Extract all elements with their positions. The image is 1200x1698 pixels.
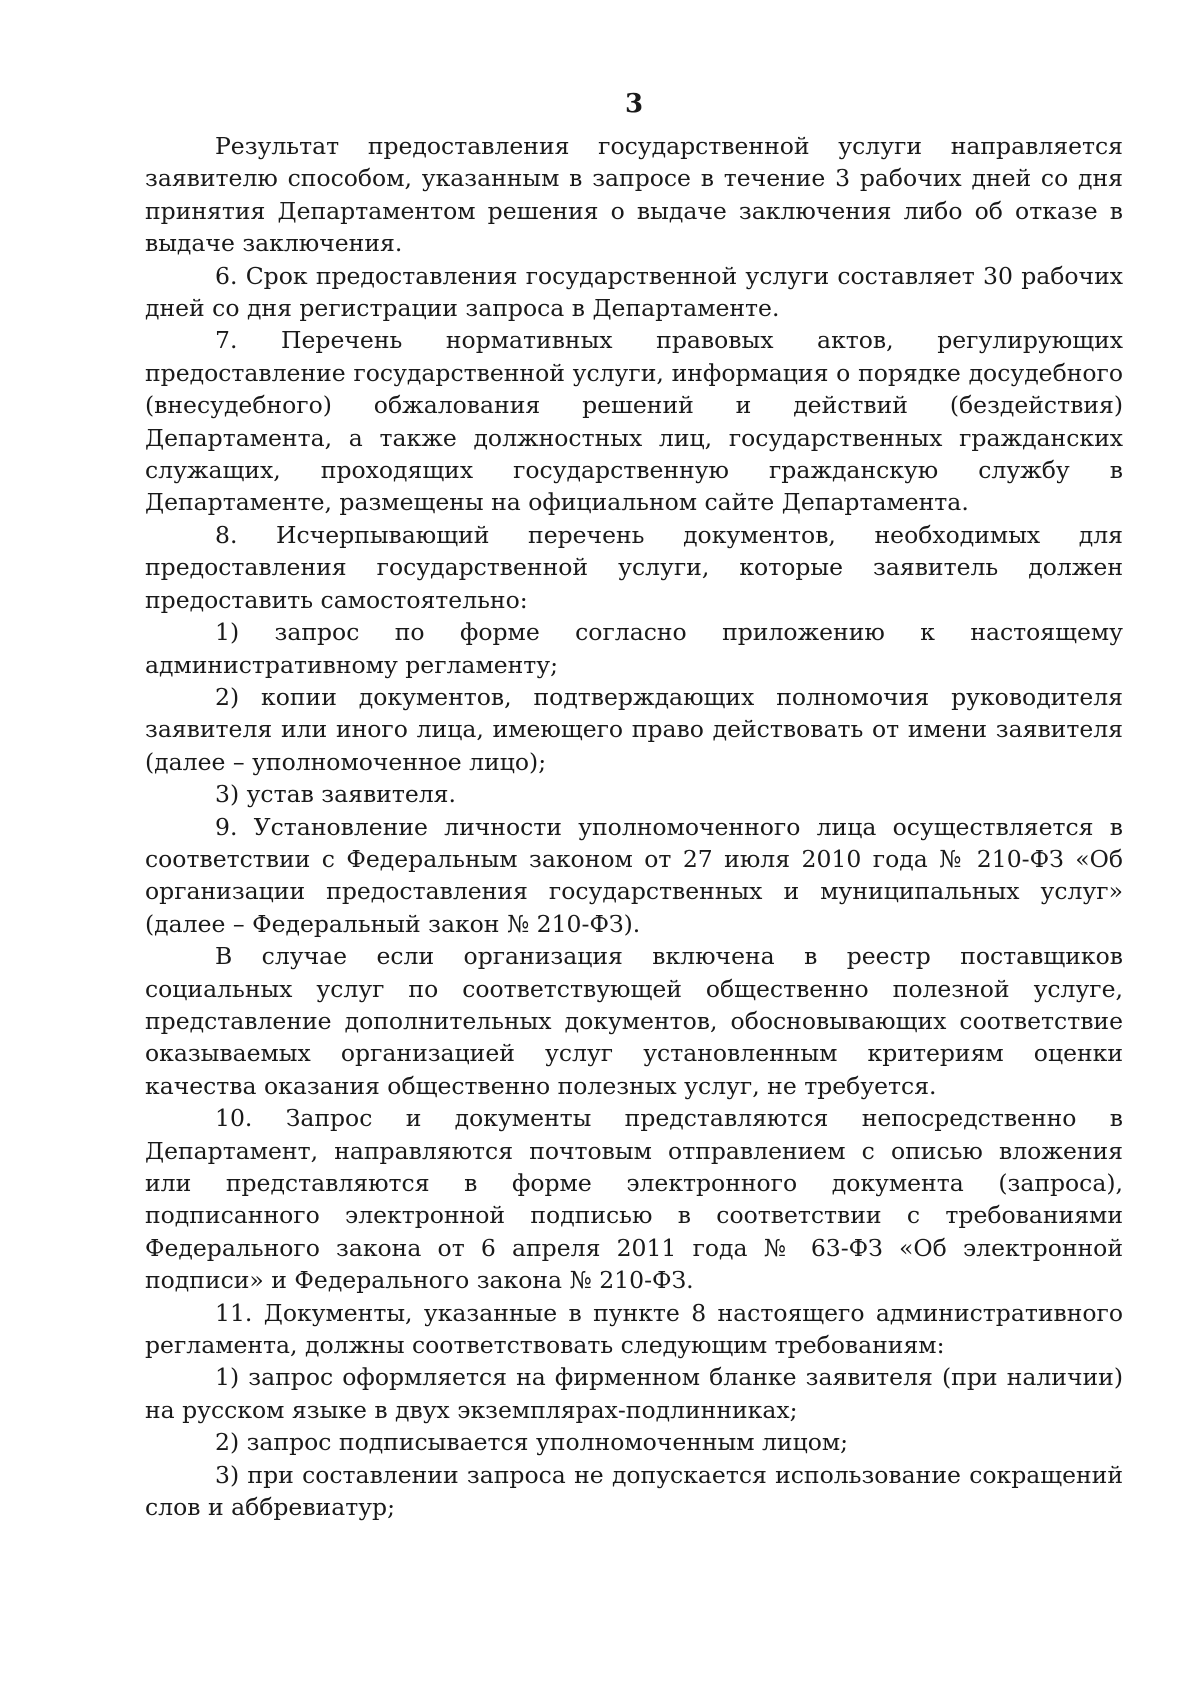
page-number: 3 [624, 89, 644, 119]
list-item-8-2-copies: 2) копии документов, подтверждающих полномочия руководителя заявителя или иного лица, имеющего право действовать от имени заявителя (далее – уполномоченное лицо); [145, 682, 1123, 776]
list-item-11-1-letterhead: 1) запрос оформляется на фирменном бланке заявителя (при наличии) на русском языке в двух экземплярах-подлинниках; [145, 1363, 1123, 1424]
paragraph-9-registry-case: В случае если организация включена в реестр поставщиков социальных услуг по соответствующей общественно полезной услуге, представление дополнительных документов, обосновывающих соответствие оказываемых организацией услуг установленным критериям оценки качества оказания общественно полезных услуг, не требуется. [145, 942, 1123, 1100]
list-item-8-3-charter: 3) устав заявителя. [215, 780, 456, 809]
paragraph-6-service-term: 6. Срок предоставления государственной услуги составляет 30 рабочих дней со дня регистрации запроса в Департаменте. [145, 261, 1123, 323]
paragraph-11-requirements: 11. Документы, указанные в пункте 8 настоящего административного регламента, должны соответствовать следующим требованиям: [145, 1298, 1123, 1360]
paragraph-result-delivery: Результат предоставления государственной услуги направляется заявителю способом, указанным в запросе в течение 3 рабочих дней со дня принятия Департаментом решения о выдаче заключения либо об отказе в выдаче заключения. [145, 132, 1123, 258]
list-item-8-1-request: 1) запрос по форме согласно приложению к настоящему административному регламенту; [145, 618, 1123, 679]
paragraph-7-legal-acts: 7. Перечень нормативных правовых актов, регулирующих предоставление государственной услуги, информация о порядке досудебного (внесудебного) обжалования решений и действий (бездействия) Департамента, а также должностных лиц, государственных гражданских служащих, проходящих государственную гражданскую службу в Департаменте, размещены на официальном сайте Департамента. [145, 326, 1123, 517]
paragraph-10-submission: 10. Запрос и документы представляются непосредственно в Департамент, направляются почтовым отправлением с описью вложения или представляются в форме электронного документа (запроса), подписанного электронной подписью в соответствии с требованиями Федерального закона от 6 апреля 2011 года № 63-ФЗ «Об электронной подписи» и Федерального закона № 210-ФЗ. [145, 1104, 1123, 1295]
document-page [145, 88, 1123, 1523]
paragraph-8-documents-list: 8. Исчерпывающий перечень документов, необходимых для предоставления государственной услуги, которые заявитель должен предоставить самостоятельно: [145, 520, 1123, 614]
list-item-11-3-abbreviations: 3) при составлении запроса не допускается использование сокращений слов и аббревиатур; [145, 1460, 1123, 1522]
paragraph-9-identity: 9. Установление личности уполномоченного лица осуществляется в соответствии с Федеральным законом от 27 июля 2010 года № 210-ФЗ «Об организации предоставления государственных и муниципальных услуг» (далее – Федеральный закон № 210-ФЗ). [145, 812, 1123, 938]
list-item-11-2-signature: 2) запрос подписывается уполномоченным лицом; [215, 1428, 849, 1457]
